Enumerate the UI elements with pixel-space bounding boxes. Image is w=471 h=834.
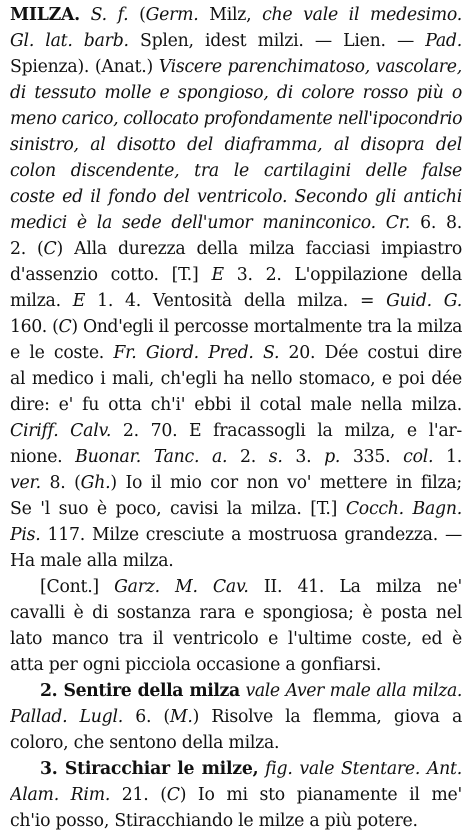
sense-heading: 2. Sentire della milza (40, 681, 240, 701)
entry-line: al medico i mali, ch'egli ha nello stomaco, e poi dée (10, 369, 462, 389)
entry-line: medici è la sede dell'umor maninconico. Cr. 6. 8. (10, 213, 462, 233)
sense-heading: 3. Stiracchiar le milze, (40, 759, 259, 779)
headword: MILZA. (10, 5, 80, 25)
entry-line: atta per ogni picciola occasione a gonfiarsi. (10, 655, 382, 675)
entry-line: coste ed il fondo del ventricolo. Secondo gli antichi (10, 187, 462, 207)
entry-line: Ha male alla milza. (10, 551, 174, 571)
entry-line: MILZA. S. f. (Germ. Milz, che vale il medesimo. (10, 5, 462, 25)
entry-line: meno carico, collocato profondamente nell'ipocondrio (10, 109, 462, 129)
entry-line: Gl. lat. barb. Splen, idest milzi. — Lien. — Pad. (10, 31, 462, 51)
entry-line: milza. E 1. 4. Ventosità della milza. = Guid. G. (10, 291, 462, 311)
entry-line: Spienza). (Anat.) Viscere parenchimatoso, vascolare, (10, 57, 462, 77)
entry-line: Alam. Rim. 21. (C) Io mi sto pianamente il me' (10, 785, 462, 805)
entry-line: 2. Sentire della milza vale Aver male alla milza. (40, 681, 462, 701)
dictionary-entry (10, 2, 462, 834)
entry-line: 3. Stiracchiar le milze, fig. vale Stentare. Ant. (40, 759, 462, 779)
entry-line: cavalli è di sostanza rara e spongiosa; è posta nel (10, 603, 462, 623)
entry-line: Se 'l suo è poco, cavisi la milza. [T.] Cocch. Bagn. (10, 499, 462, 519)
entry-line: ver. 8. (Gh.) Io il mio cor non vo' mettere in filza; (10, 473, 462, 493)
entry-line: lato manco tra il ventricolo e l'ultime coste, ed è (10, 629, 462, 649)
entry-line: dire: e' fu otta ch'i' ebbi il cotal male nella milza. (10, 395, 462, 415)
entry-line: ch'io posso, Stiracchiando le milze a più potere. (10, 811, 418, 831)
entry-line: sinistro, al disotto del diaframma, al disopra del (10, 135, 462, 155)
entry-line: Ciriff. Calv. 2. 70. E fracassogli la milza, e l'ar- (10, 421, 462, 441)
entry-line: e le coste. Fr. Giord. Pred. S. 20. Dée costui dire (10, 343, 462, 363)
entry-line: [Cont.] Garz. M. Cav. II. 41. La milza ne' (40, 577, 462, 597)
entry-line: Pallad. Lugl. 6. (M.) Risolve la flemma, giova a (10, 707, 462, 727)
entry-line: d'assenzio cotto. [T.] E 3. 2. L'oppilazione della (10, 265, 462, 285)
entry-line: Pis. 117. Milze cresciute a mostruosa grandezza. — (10, 525, 462, 545)
entry-line: 160. (C) Ond'egli il percosse mortalmente tra la milza (10, 317, 462, 337)
entry-line: di tessuto molle e spongioso, di colore rosso più o (10, 83, 462, 103)
entry-line: coloro, che sentono della milza. (10, 733, 280, 753)
entry-line: 2. (C) Alla durezza della milza facciasi impiastro (10, 239, 462, 259)
entry-line: nione. Buonar. Tanc. a. 2. s. 3. p. 335. col. 1. (10, 447, 462, 467)
entry-line: colon discendente, tra le cartilagini delle false (10, 161, 462, 181)
